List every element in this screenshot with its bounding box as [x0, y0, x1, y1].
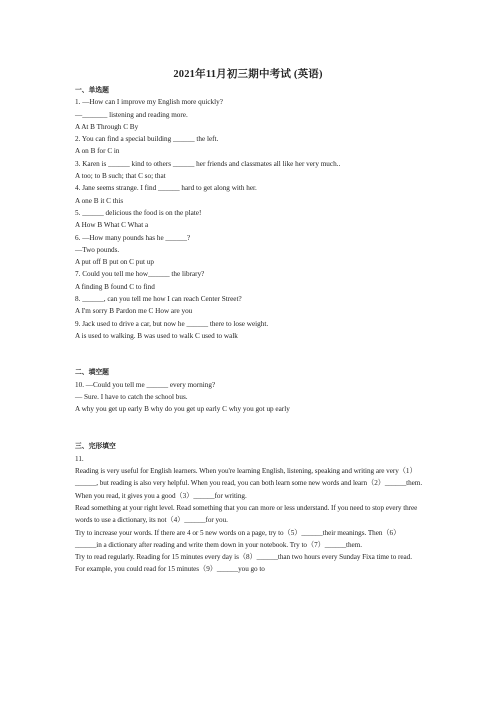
section-heading-cloze: 三、完形填空: [75, 442, 116, 451]
question-line: 3. Karen is ______ kind to others ______ her friends and classmates all like her very much..: [75, 159, 341, 168]
answer-options: A I'm sorry B Pardon me C How are you: [75, 307, 193, 316]
answer-options: A on B for C in: [75, 147, 120, 156]
answer-options: A How B What C What a: [75, 221, 149, 230]
question-line: 4. Jane seems strange. I find ______ hard to get along with her.: [75, 184, 257, 193]
section-heading-fill-in: 二、填空题: [75, 368, 109, 377]
answer-options: A one B it C this: [75, 196, 124, 205]
answer-options: A why you get up early B why do you get up early C why you got up early: [75, 405, 290, 414]
question-line: 7. Could you tell me how______ the library?: [75, 270, 205, 279]
question-line: — Sure. I have to catch the school bus.: [75, 392, 188, 401]
question-number: 11.: [75, 454, 84, 463]
cloze-paragraph: Try to increase your words. If there are 4 or 5 new words on a page, try to（5）______their meanings. Then（6）______in a dictionary after reading and write them down in your notebook. Try to（7）______them.: [75, 528, 401, 549]
answer-options: A put off B put on C put up: [75, 258, 154, 267]
question-line: 9. Jack used to drive a car, but now he ______ there to lose weight.: [75, 319, 269, 328]
page-title: 2021年11月初三期中考试 (英语): [173, 69, 323, 80]
question-line: 10. —Could you tell me ______ every morning?: [75, 380, 216, 389]
answer-options: A At B Through C By: [75, 122, 139, 131]
answer-options: A too; to B such; that C so; that: [75, 172, 166, 181]
question-line: 8. ______, can you tell me how I can reach Center Street?: [75, 295, 242, 304]
answer-options: A finding B found C to find: [75, 282, 155, 291]
question-line: 2. You can find a special building ______ the left.: [75, 135, 219, 144]
answer-options: A is used to walking. B was used to walk C used to walk: [75, 331, 238, 340]
document-body: [75, 84, 423, 576]
section-heading-single-choice: 一、单选题: [75, 86, 109, 94]
question-line: 5. ______ delicious the food is on the plate!: [75, 208, 202, 217]
cloze-paragraph: Read something at your right level. Read something that you can more or less understand. If you need to stop every three words to use a dictionary, its not（4）______for you.: [75, 503, 418, 525]
cloze-paragraph: Try to read regularly. Reading for 15 minutes every day is（8）______than two hours every Sunday Fixa time to read. For example, you could read for 15 minutes（9）______you go to: [75, 553, 412, 574]
question-line: —_______ listening and reading more.: [75, 110, 188, 119]
cloze-paragraph: Reading is very useful for English learners. When you're learning English, listening, speaking and writing are very（1）______, but reading is also very helpful. When you read, you can both learn some new words and learn（2）______them. When you read, it gives you a good（3）______for writing.: [75, 467, 423, 500]
question-line: 6. —How many pounds has he ______?: [75, 233, 191, 242]
question-line: 1. —How can I improve my English more quickly?: [75, 98, 223, 107]
question-line: —Two pounds.: [75, 245, 120, 254]
